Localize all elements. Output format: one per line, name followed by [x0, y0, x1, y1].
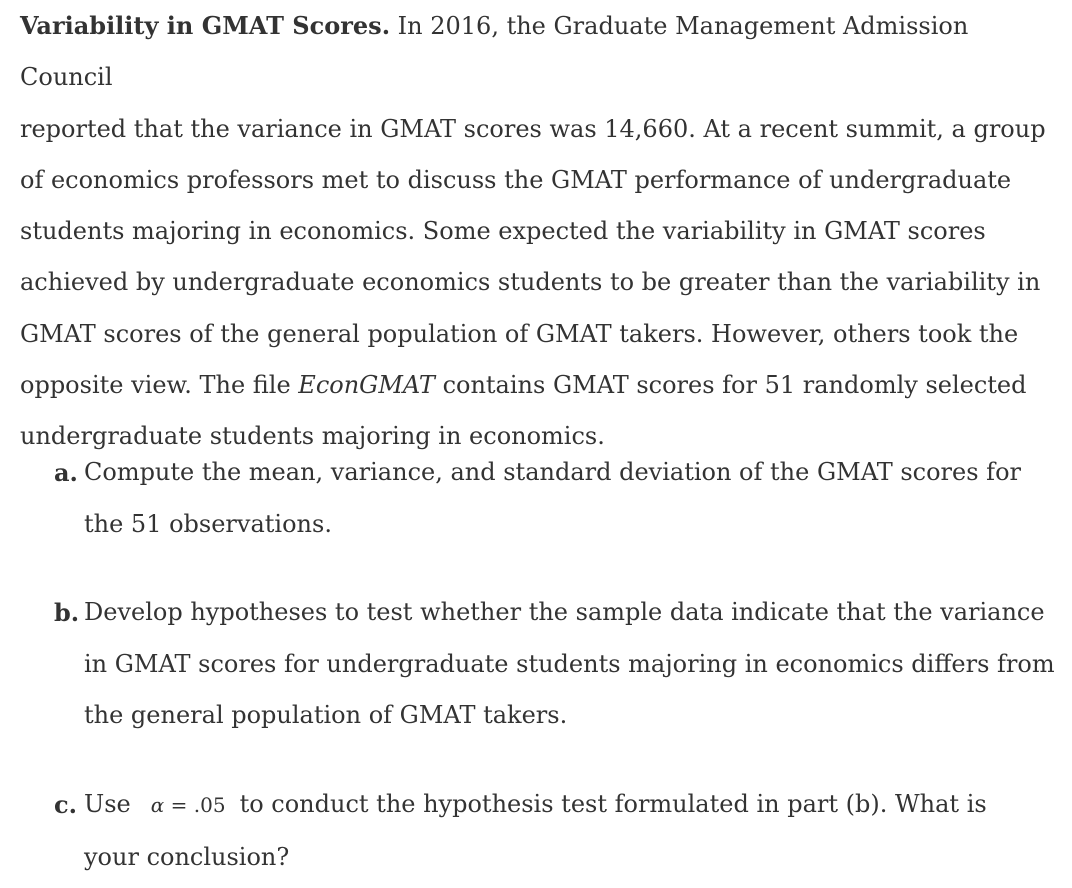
part-c-label: c.	[54, 790, 77, 819]
part-b-text	[84, 587, 1060, 742]
intro-line-4: students majoring in economics. Some expected the variability in GMAT scores	[20, 217, 986, 246]
alpha-expression	[151, 793, 226, 817]
part-b-label: b.	[54, 598, 80, 627]
data-file-name: EconGMAT	[298, 371, 435, 400]
part-a-line-1: Compute the mean, variance, and standard deviation of the GMAT scores for	[84, 458, 1021, 486]
part-a	[20, 447, 1060, 550]
problem-title: Variability in GMAT Scores.	[20, 11, 391, 40]
part-c-use: Use	[84, 790, 131, 818]
part-a-line-2: the 51 observations.	[84, 509, 332, 538]
intro-line-7-post: contains GMAT scores for 51 randomly selected	[434, 371, 1027, 400]
part-b-line-1: Develop hypotheses to test whether the sample data indicate that the variance	[84, 598, 1045, 626]
alpha-value: .05	[193, 793, 226, 817]
part-c	[20, 779, 1060, 883]
problem-document	[20, 0, 1060, 871]
part-b-line-2: in GMAT scores for undergraduate students majoring in economics differs from	[84, 649, 1055, 678]
part-a-text	[84, 447, 1060, 550]
part-a-label: a.	[54, 458, 78, 487]
part-c-text	[84, 779, 1060, 883]
intro-line-7-pre: opposite view. The file	[20, 371, 299, 400]
part-b-line-3: the general population of GMAT takers.	[84, 701, 568, 729]
intro-line-2: reported that the variance in GMAT scores was 14,660. At a recent summit, a group	[20, 114, 1046, 143]
alpha-equals: =	[164, 793, 194, 817]
alpha-symbol: α	[150, 793, 165, 817]
intro-line-3: of economics professors met to discuss the GMAT performance of undergraduate	[20, 165, 1012, 194]
part-c-line-1-post: to conduct the hypothesis test formulated in part (b). What is	[239, 790, 987, 818]
intro-line-6: GMAT scores of the general population of GMAT takers. However, others took the	[20, 319, 1019, 348]
part-b	[20, 587, 1060, 742]
part-c-line-2: your conclusion?	[84, 842, 290, 871]
intro-line-1: In 2016, the Graduate Management Admission Council	[20, 12, 969, 92]
intro-line-8: undergraduate students majoring in economics.	[20, 422, 605, 451]
intro-line-5: achieved by undergraduate economics students to be greater than the variability in	[20, 268, 1041, 297]
problem-intro-paragraph	[20, 0, 1060, 463]
